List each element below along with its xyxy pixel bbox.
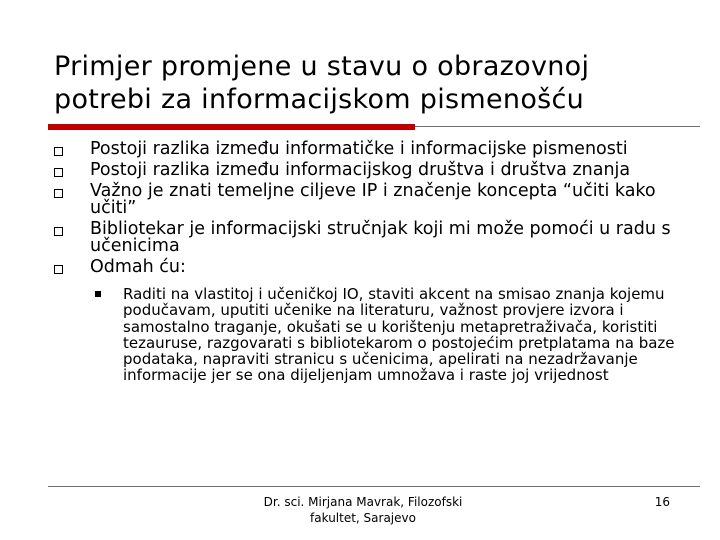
sub-bullet-item xyxy=(90,286,688,384)
page-number: 16 xyxy=(654,495,670,509)
bullet-item xyxy=(48,183,688,217)
slide-title xyxy=(54,50,694,116)
hollow-square-bullet-icon xyxy=(54,168,63,177)
bullet-item xyxy=(48,259,688,384)
bullet-text: Bibliotekar je informacijski stručnjak koji mi može pomoći u radu s učenicima xyxy=(90,219,671,256)
bullet-text: Postoji razlika između informacijskog društva i društva znanja xyxy=(90,160,631,180)
bullet-list xyxy=(48,141,688,388)
bullet-item xyxy=(48,141,688,158)
bullet-text: Odmah ću: xyxy=(90,257,186,277)
title-line-2: potrebi za informacijskom pismenošću xyxy=(54,84,585,115)
bullet-text: Važno je znati temeljne ciljeve IP i značenje koncepta “učiti kako učiti” xyxy=(90,181,656,218)
footer-line-1: Dr. sci. Mirjana Mavrak, Filozofski xyxy=(263,495,463,509)
footer-divider xyxy=(48,486,700,487)
title-accent-bar xyxy=(48,124,415,130)
sub-bullet-text: Raditi na vlastitoj i učeničkoj IO, staviti akcent na smisao znanja kojemu podučavam, uputiti učenike na literaturu, važnost provjere izvora i samostalno traganje, okušati se u korištenju metapretraživača, koristiti tezauruse, razgovarati s bibliotekarom o postojećim pretplatama na baze podataka, napraviti stranicu s učenicima, apelirati na nezadržavanje informacije jer se ona dijeljenjam umnožava i raste joj vrijednost xyxy=(123,285,675,385)
sub-bullet-list xyxy=(90,286,688,384)
title-line-1: Primjer promjene u stavu o obrazovnoj xyxy=(54,51,590,82)
footer-author xyxy=(238,494,488,526)
filled-square-bullet-icon xyxy=(95,291,101,297)
hollow-square-bullet-icon xyxy=(54,265,63,274)
footer-line-2: fakultet, Sarajevo xyxy=(310,511,416,525)
bullet-item xyxy=(48,221,688,255)
hollow-square-bullet-icon xyxy=(54,189,63,198)
bullet-item xyxy=(48,162,688,179)
hollow-square-bullet-icon xyxy=(54,227,63,236)
hollow-square-bullet-icon xyxy=(54,147,63,156)
bullet-text: Postoji razlika između informatičke i informacijske pismenosti xyxy=(90,139,628,159)
